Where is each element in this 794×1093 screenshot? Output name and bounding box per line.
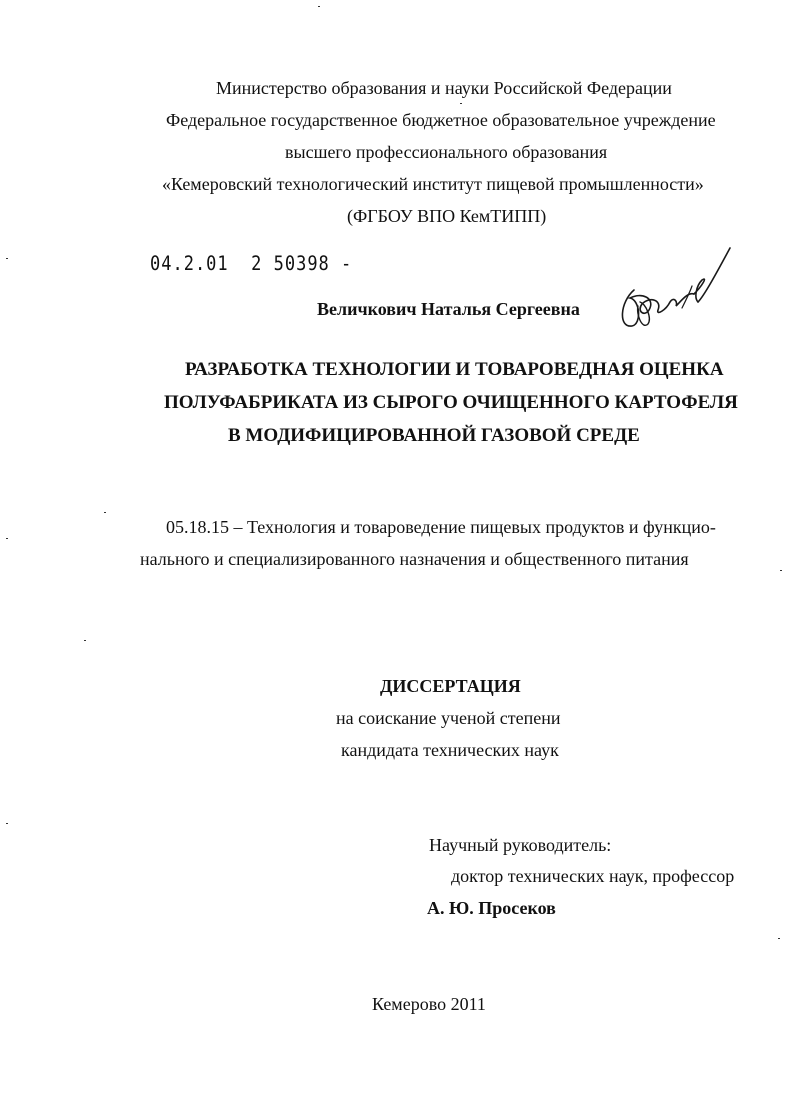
supervisor-title: доктор технических наук, профессор (451, 866, 735, 886)
scan-speck (84, 640, 86, 641)
scan-speck (318, 6, 320, 7)
scan-speck (104, 512, 106, 513)
signature-icon (612, 240, 742, 340)
scan-speck (6, 258, 8, 259)
thesis-title-line-1: РАЗРАБОТКА ТЕХНОЛОГИИ И ТОВАРОВЕДНАЯ ОЦЕНКА (185, 359, 724, 380)
specialty-line-2: нального и специализированного назначения и общественного питания (140, 549, 689, 569)
thesis-title-line-3: В МОДИФИЦИРОВАННОЙ ГАЗОВОЙ СРЕДЕ (228, 425, 640, 446)
supervisor-label: Научный руководитель: (429, 835, 612, 855)
degree-line-2: кандидата технических наук (341, 740, 559, 760)
scan-speck (778, 938, 780, 939)
institute-abbreviation-line: (ФГБОУ ВПО КемТИПП) (347, 206, 547, 226)
specialty-line-1: 05.18.15 – Технология и товароведение пищевых продуктов и функцио- (166, 517, 716, 537)
supervisor-name: А. Ю. Просеков (427, 898, 556, 918)
author-name: Величкович Наталья Сергеевна (317, 299, 580, 319)
degree-line-1: на соискание ученой степени (336, 708, 561, 728)
scan-speck (6, 823, 8, 824)
stamp-part-1: 04.2.01 (150, 252, 229, 276)
document-type-heading: ДИССЕРТАЦИЯ (380, 676, 521, 696)
institution-type-line: Федеральное государственное бюджетное образовательное учреждение (166, 110, 716, 130)
scan-speck (780, 570, 782, 571)
city-year: Кемерово 2011 (372, 994, 486, 1014)
scan-speck (460, 103, 462, 104)
institute-name-line: «Кемеровский технологический институт пищевой промышленности» (162, 174, 704, 194)
thesis-title-line-2: ПОЛУФАБРИКАТА ИЗ СЫРОГО ОЧИЩЕННОГО КАРТОФЕЛЯ (164, 392, 738, 413)
education-level-line: высшего профессионального образования (285, 142, 608, 162)
scan-speck (6, 538, 8, 539)
library-stamp-number (150, 253, 352, 276)
ministry-line: Министерство образования и науки Российской Федерации (216, 78, 672, 98)
stamp-part-2: 2 50398 - (251, 252, 353, 276)
